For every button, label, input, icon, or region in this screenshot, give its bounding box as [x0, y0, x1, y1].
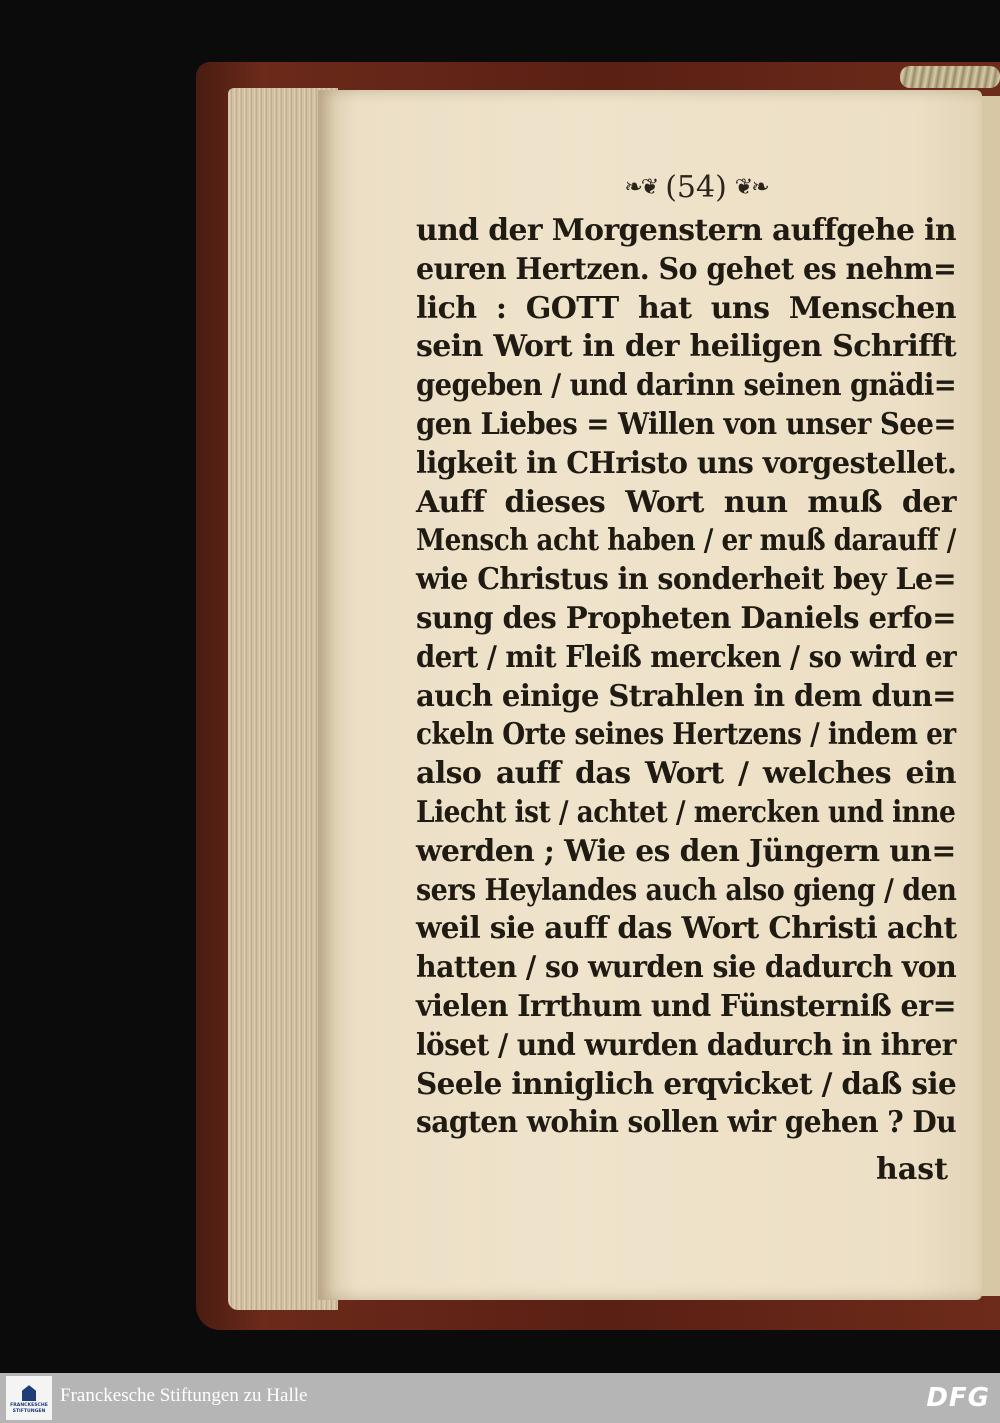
text-line: sung des Propheten Daniels erfo=	[416, 600, 957, 636]
text-line: und der Morgenstern auffgehe in	[416, 213, 956, 248]
text-line: wie Christus in sonderheit bey Le=	[416, 562, 957, 598]
text-line: ligkeit in CHristo uns vorgestellet.	[416, 445, 957, 481]
text-line: vielen Irrthum und Fünsterniß er=	[416, 988, 956, 1024]
text-line: also auff das Wort / welches ein	[416, 756, 956, 792]
text-line: lich : GOTT hat uns Menschen	[416, 290, 956, 326]
text-line: löset / und wurden dadurch in ihrer	[416, 1027, 956, 1063]
text-line: gegeben / und darinn seinen gnädi=	[416, 368, 957, 404]
text-line: auch einige Strahlen in dem dun=	[416, 678, 956, 714]
text-line: Mensch acht haben / er muß darauff /	[416, 523, 956, 559]
text-line: hatten / so wurden sie dadurch von	[416, 950, 957, 986]
text-line: werden ; Wie es den Jüngern un=	[416, 833, 956, 869]
text-line: gen Liebes = Willen von unser See=	[416, 406, 957, 442]
text-line: sers Heylandes auch also gieng / den	[416, 872, 957, 908]
bookmark-ribbon	[900, 66, 1000, 88]
right-ornament-icon: ❦❧	[734, 174, 768, 200]
text-line: ckeln Orte seines Hertzens / indem er	[416, 717, 956, 753]
left-ornament-icon: ❧❦	[624, 174, 658, 200]
dfg-logo[interactable]: DFG	[926, 1383, 990, 1413]
page-header	[586, 165, 806, 209]
text-line: weil sie auff das Wort Christi acht	[416, 911, 957, 947]
viewer-footer	[0, 1373, 1000, 1423]
text-line: euren Hertzen. So gehet es nehm=	[416, 251, 957, 287]
page-number: (54)	[665, 169, 727, 205]
text-line: Liecht ist / achtet / mercken und inne	[416, 794, 956, 830]
text-line: Seele inniglich erqvicket / daß sie	[416, 1066, 957, 1102]
building-icon	[22, 1385, 36, 1401]
page-text	[416, 212, 956, 1143]
text-line: sein Wort in der heiligen Schrifft	[416, 329, 956, 365]
text-line: Auff dieses Wort nun muß der	[416, 484, 956, 520]
text-line: sagten wohin sollen wir gehen ? Du	[416, 1105, 957, 1141]
institution-name[interactable]: Franckesche Stiftungen zu Halle	[60, 1385, 308, 1406]
text-line: dert / mit Fleiß mercken / so wird er	[416, 639, 957, 675]
logo-caption: FRANCKESCHE STIFTUNGEN	[10, 1403, 48, 1414]
catchword: hast	[876, 1152, 948, 1187]
franckesche-logo[interactable]	[6, 1376, 52, 1420]
